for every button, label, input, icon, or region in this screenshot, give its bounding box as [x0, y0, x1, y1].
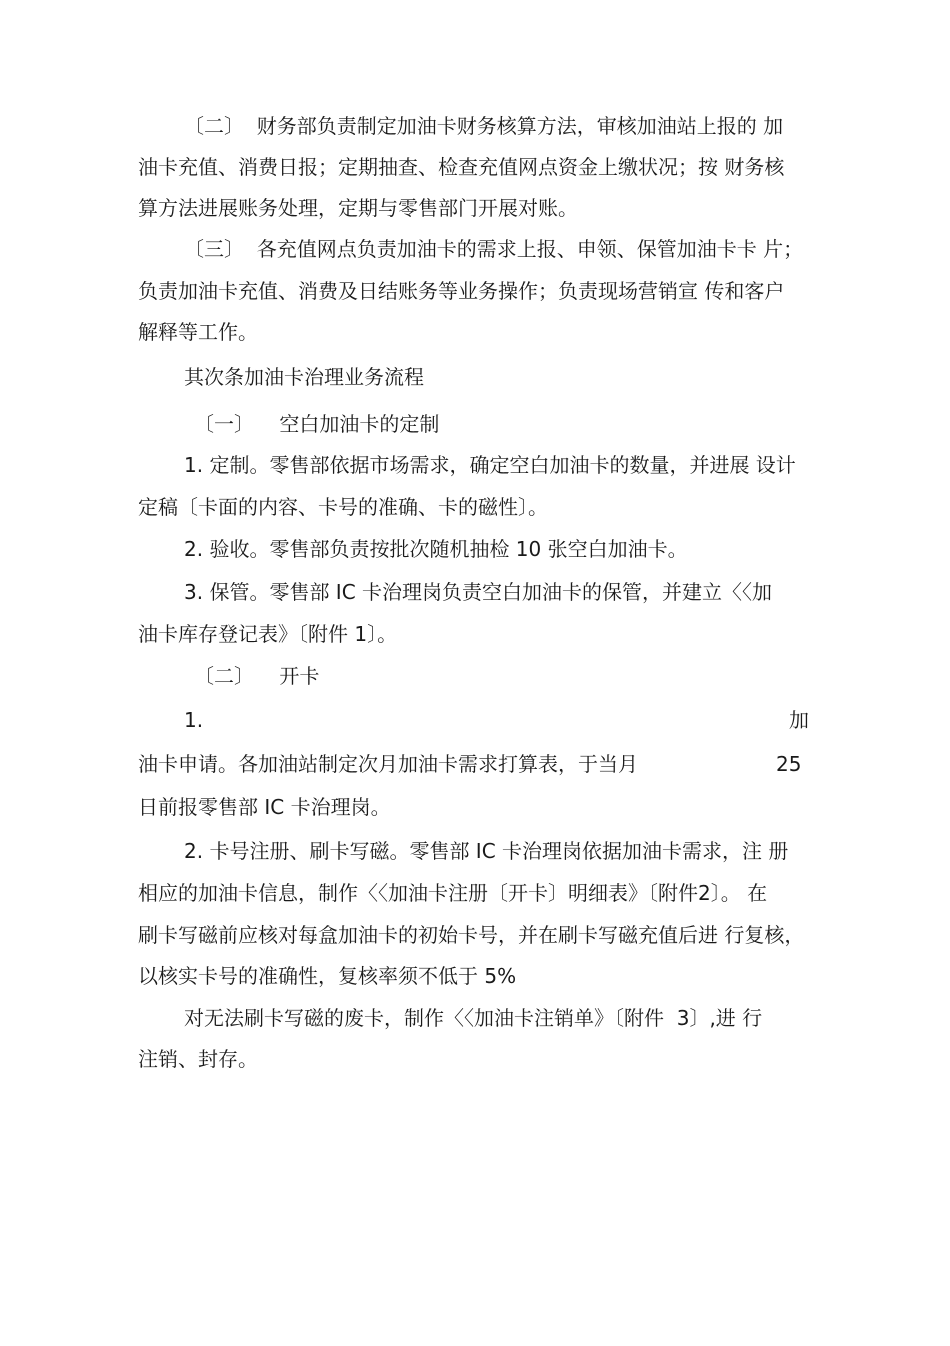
paragraph-line: 以核实卡号的准确性，复核率须不低于 5% — [138, 964, 517, 988]
paragraph-line: 2. 卡号注册、刷卡写磁。零售部 IC 卡治理岗依据加油卡需求，注 册 — [184, 839, 789, 863]
paragraph-fragment: 25 — [776, 752, 802, 776]
paragraph-line: 注销、封存。 — [138, 1047, 258, 1071]
paragraph-line: 刷卡写磁前应核对每盒加油卡的初始卡号，并在刷卡写磁充值后进 行复核， — [138, 923, 805, 947]
paragraph-line: 油卡库存登记表》〔附件 1〕。 — [138, 622, 398, 646]
paragraph-line: 相应的加油卡信息，制作〈〈加油卡注册〔开卡〕明细表》〔附件2〕。 在 — [138, 881, 768, 905]
paragraph-line: 解释等工作。 — [138, 320, 258, 344]
subsection-heading: 〔二〕 开卡 — [194, 664, 320, 688]
paragraph-line: 算方法进展账务处理，定期与零售部门开展对账。 — [138, 196, 578, 220]
paragraph-line: 2. 验收。零售部负责按批次随机抽检 10 张空白加油卡。 — [184, 537, 688, 561]
paragraph-line: 油卡申请。各加油站制定次月加油卡需求打算表，于当月 — [138, 752, 638, 776]
paragraph-line: 〔三〕 各充值网点负责加油卡的需求上报、申领、保管加油卡卡 片； — [184, 237, 804, 261]
paragraph-fragment: 加 — [789, 708, 809, 732]
paragraph-line: 对无法刷卡写磁的废卡，制作〈〈加油卡注销单》〔附件 3〕,进 行 — [184, 1006, 763, 1030]
paragraph-line: 定稿〔卡面的内容、卡号的准确、卡的磁性〕。 — [138, 495, 548, 519]
paragraph-line: 3. 保管。零售部 IC 卡治理岗负责空白加油卡的保管，并建立〈〈加 — [184, 580, 773, 604]
paragraph-line: 1. 定制。零售部依据市场需求，确定空白加油卡的数量，并进展 设计 — [184, 453, 796, 477]
paragraph-line: 负责加油卡充值、消费及日结账务等业务操作；负责现场营销宣 传和客户 — [138, 279, 785, 303]
paragraph-line: 日前报零售部 IC 卡治理岗。 — [138, 795, 391, 819]
section-heading: 其次条加油卡治理业务流程 — [184, 365, 424, 389]
paragraph-line: 〔二〕 财务部负责制定加油卡财务核算方法，审核加油站上报的 加 — [184, 114, 784, 138]
list-number: 1. — [184, 708, 204, 732]
subsection-heading: 〔一〕 空白加油卡的定制 — [194, 412, 440, 436]
paragraph-line: 油卡充值、消费日报；定期抽查、检查充值网点资金上缴状况；按 财务核 — [138, 155, 785, 179]
